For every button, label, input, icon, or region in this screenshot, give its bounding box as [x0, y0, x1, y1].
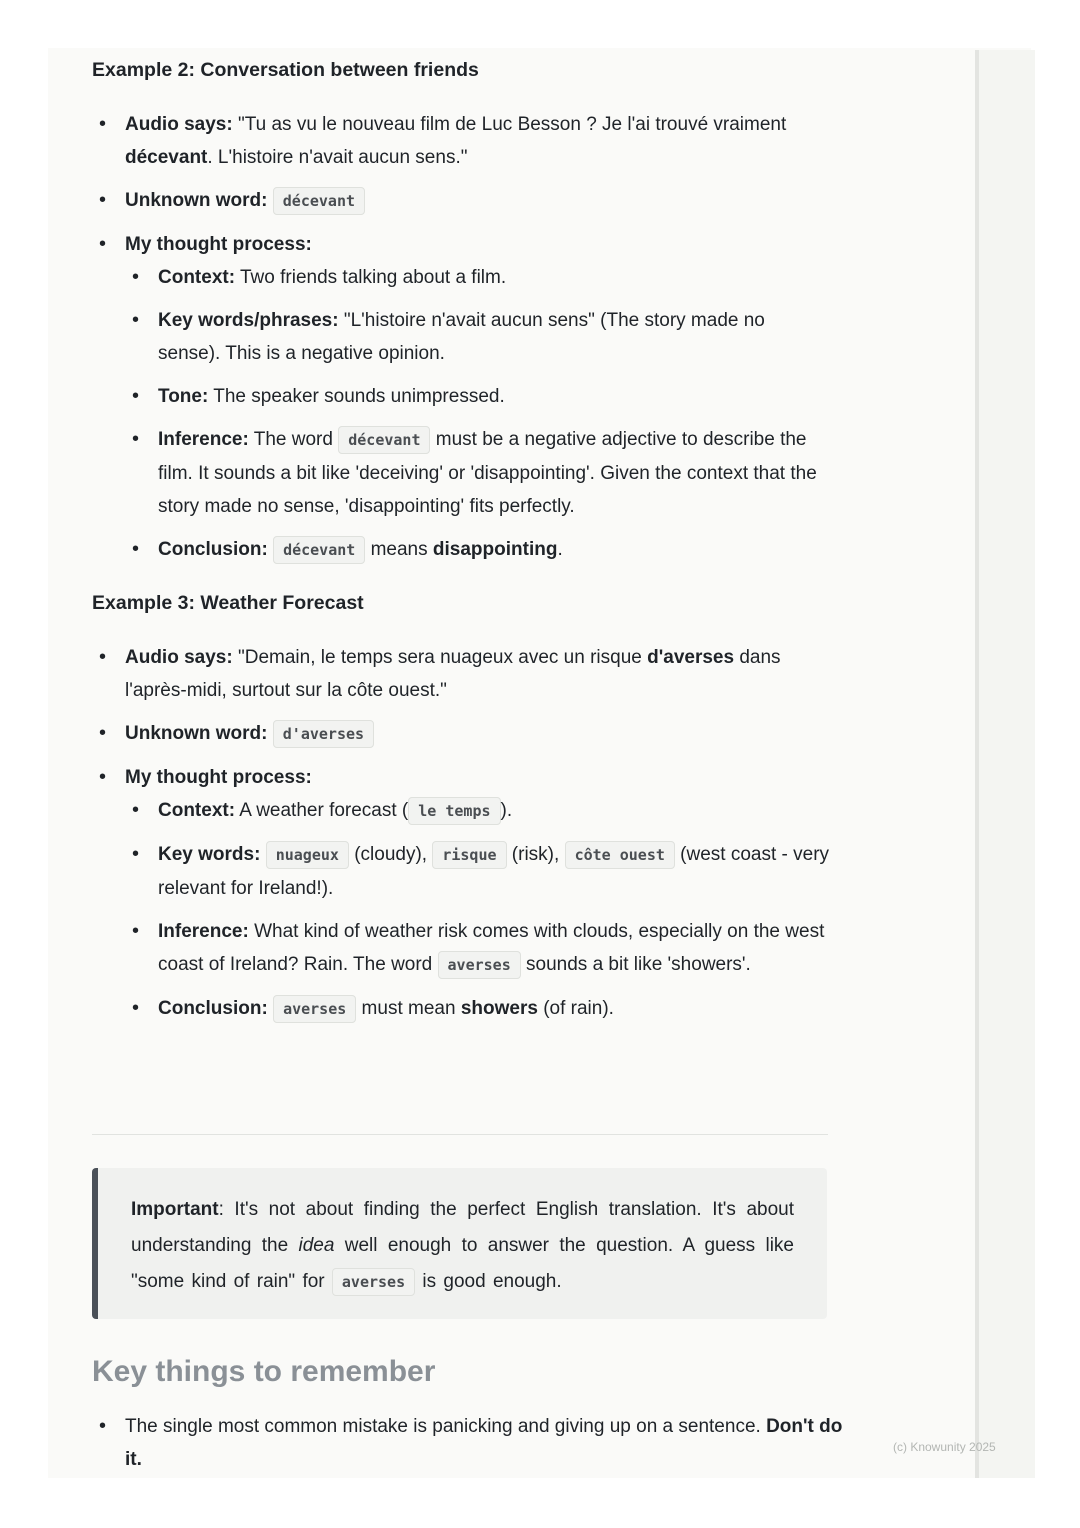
inline-code: d'averses [273, 720, 374, 748]
right-margin-rail [975, 50, 1035, 1478]
context-item: • Context: Two friends talking about a film. [125, 261, 832, 294]
key-words-item: • Key words: nuageux (cloudy), risque (risk), côte ouest (west coast - very relevant for Ireland!). [125, 838, 832, 905]
key-words-item: • Key words/phrases: "L'histoire n'avait aucun sens" (The story made no sense). This is a negative opinion. [125, 304, 832, 370]
thought-process-list [125, 794, 832, 1026]
key-things-heading: Key things to remember [92, 1355, 436, 1388]
inline-code: décevant [338, 426, 430, 454]
example-3-heading: Example 3: Weather Forecast [92, 592, 364, 614]
inline-code: averses [273, 995, 356, 1023]
example-2-heading: Example 2: Conversation between friends [92, 59, 479, 81]
inline-code: le temps [408, 797, 500, 825]
audio-says-item: • Audio says: "Tu as vu le nouveau film de Luc Besson ? Je l'ai trouvé vraiment décevant. L'histoire n'avait aucun sens." [92, 108, 832, 174]
key-things-section [92, 1410, 852, 1476]
callout-label: Important [131, 1199, 219, 1220]
inline-code: averses [438, 951, 521, 979]
conclusion-item: • Conclusion: décevant means disappointing. [125, 533, 832, 567]
section-divider [92, 1134, 828, 1135]
audio-says-item: • Audio says: "Demain, le temps sera nuageux avec un risque d'averses dans l'après-midi, surtout sur la côte ouest." [92, 641, 832, 707]
example-3-list [92, 641, 832, 1026]
thought-process-list [125, 261, 832, 567]
inference-item: • Inference: What kind of weather risk comes with clouds, especially on the west coast of Ireland? Rain. The word averses sounds a bit like 'showers'. [125, 915, 832, 982]
context-item: • Context: A weather forecast ( le temps ). [125, 794, 832, 828]
main-content [92, 56, 832, 1026]
inline-code: décevant [273, 187, 365, 215]
important-callout: Important: It's not about finding the perfect English translation. It's about understanding the idea well enough to answer the question. A guess like "some kind of rain" for averses is good enough. [92, 1168, 827, 1319]
thought-process-item: • My thought process: • Context: Two friends talking about a film. • Key words/phrases: "L'histoire n'avait aucun sens" (The story made no sense). This is a negative opinion. • Tone: The speaker sounds unimpressed. • Inference: The word décevant must be a negative adjective to describe the film. It sounds a bit like 'deceiving' or 'disappointing'. Given the context that the story made no sense, 'disappointing' fits perfectly. • Conclusion: décevant means disappointing. [92, 228, 832, 567]
conclusion-item: • Conclusion: averses must mean showers (of rain). [125, 992, 832, 1026]
inline-code: nuageux [266, 841, 349, 869]
tone-item: • Tone: The speaker sounds unimpressed. [125, 380, 832, 413]
thought-process-item: • My thought process: • Context: A weather forecast ( le temps ). • Key words: nuageux (cloudy), risque (risk), côte ouest (west coast - very relevant for Ireland!). • Inference: What kind of weather risk comes with clouds, especially on the west coast of Ireland? Rain. The word averses sounds a bit like 'showers'. • Conclusion: averses must mean showers (of rain). [92, 761, 832, 1026]
inference-item: • Inference: The word décevant must be a negative adjective to describe the film. It sounds a bit like 'deceiving' or 'disappointing'. Given the context that the story made no sense, 'disappointing' fits perfectly. [125, 423, 832, 523]
watermark: (c) Knowunity 2025 [893, 1440, 996, 1454]
example-2-list [92, 108, 832, 567]
list-item: • The single most common mistake is panicking and giving up on a sentence. Don't do it. [92, 1410, 852, 1476]
unknown-word-item: • Unknown word: d'averses [92, 717, 832, 751]
inline-code: averses [332, 1268, 415, 1296]
inline-code: décevant [273, 536, 365, 564]
inline-code: risque [432, 841, 506, 869]
key-things-list [92, 1410, 852, 1476]
unknown-word-item: • Unknown word: décevant [92, 184, 832, 218]
inline-code: côte ouest [565, 841, 675, 869]
